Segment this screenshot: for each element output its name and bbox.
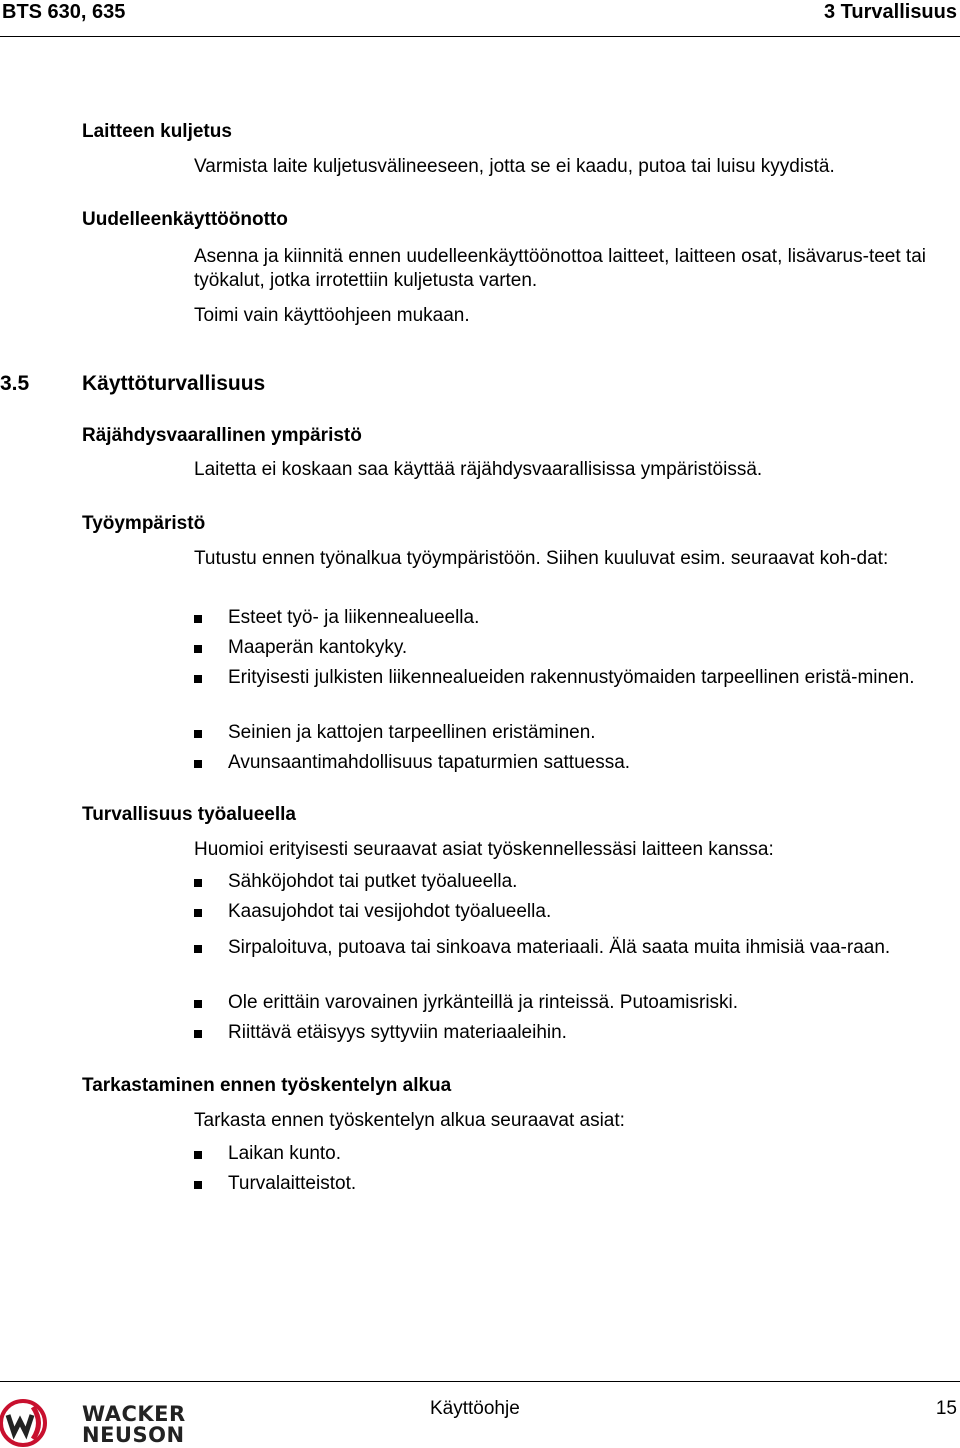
bullet-icon	[194, 879, 202, 887]
list-item: Riittävä etäisyys syttyviin materiaaleihin.	[194, 1021, 954, 1045]
bullet-icon	[194, 645, 202, 653]
bullet-icon	[194, 945, 202, 953]
transport-heading: Laitteen kuljetus	[82, 121, 232, 142]
list-item: Esteet työ- ja liikennealueella.	[194, 606, 954, 630]
list-item: Laikan kunto.	[194, 1142, 954, 1166]
explosive-heading: Räjähdysvaarallinen ympäristö	[82, 425, 362, 446]
inspection-heading: Tarkastaminen ennen työskentelyn alkua	[82, 1075, 452, 1096]
header-divider	[0, 36, 960, 37]
chapter-name: Käyttöturvallisuus	[82, 372, 266, 395]
document-title: BTS 630, 635	[2, 1, 126, 23]
restart-text-1: Asenna ja kiinnitä ennen uudelleenkäyttöönottoa laitteet, laitteen osat, lisävarus-teet tai työkalut, jotka irrotettiin kuljetusta varten.	[194, 246, 926, 291]
bullet-icon	[194, 760, 202, 768]
bullet-icon	[194, 675, 202, 683]
bullet-icon	[194, 1151, 202, 1159]
list-item: Kaasujohdot tai vesijohdot työalueella.	[194, 900, 954, 924]
company-logo	[0, 1393, 210, 1448]
bullet-icon	[194, 909, 202, 917]
worksafety-intro: Huomioi erityisesti seuraavat asiat työskennellessäsi laitteen kanssa:	[194, 839, 774, 860]
inspection-intro: Tarkasta ennen työskentelyn alkua seuraavat asiat:	[194, 1110, 625, 1131]
bullet-icon	[194, 1181, 202, 1189]
transport-text: Varmista laite kuljetusvälineeseen, jotta se ei kaadu, putoa tai luisu kyydistä.	[194, 156, 835, 177]
list-item: Sähköjohdot tai putket työalueella.	[194, 870, 954, 894]
wacker-neuson-emblem-icon	[0, 1393, 60, 1448]
list-item: Avunsaantimahdollisuus tapaturmien sattuessa.	[194, 751, 954, 775]
restart-heading: Uudelleenkäyttöönotto	[82, 209, 288, 230]
page-header	[0, 0, 960, 38]
footer-document-type: Käyttöohje	[430, 1398, 520, 1419]
logo-text-line-1: WACKER	[82, 1402, 186, 1426]
logo-text-line-2: NEUSON	[82, 1423, 185, 1447]
list-item: Erityisesti julkisten liikennealueiden rakennustyömaiden tarpeellinen eristä-minen.	[194, 666, 954, 690]
bullet-icon	[194, 1000, 202, 1008]
page-number: 15	[935, 1398, 957, 1419]
list-item: Turvalaitteistot.	[194, 1172, 954, 1196]
bullet-icon	[194, 730, 202, 738]
bullet-icon	[194, 1030, 202, 1038]
bullet-icon	[194, 615, 202, 623]
explosive-text: Laitetta ei koskaan saa käyttää räjähdysvaarallisissa ympäristöissä.	[194, 459, 763, 480]
workenv-heading: Työympäristö	[82, 513, 206, 534]
chapter-title: 3 Turvallisuus	[823, 1, 957, 23]
worksafety-heading: Turvallisuus työalueella	[82, 804, 297, 825]
footer-divider	[0, 1381, 960, 1382]
list-item: Maaperän kantokyky.	[194, 636, 954, 660]
workenv-intro: Tutustu ennen työnalkua työympäristöön. Siihen kuuluvat esim. seuraavat koh-dat:	[194, 548, 889, 569]
chapter-number: 3.5	[0, 372, 30, 395]
list-item: Sirpaloituva, putoava tai sinkoava materiaali. Älä saata muita ihmisiä vaa-raan.	[194, 936, 954, 960]
list-item: Ole erittäin varovainen jyrkänteillä ja rinteissä. Putoamisriski.	[194, 991, 954, 1015]
restart-text-2: Toimi vain käyttöohjeen mukaan.	[194, 305, 470, 326]
list-item: Seinien ja kattojen tarpeellinen eristäminen.	[194, 721, 954, 745]
